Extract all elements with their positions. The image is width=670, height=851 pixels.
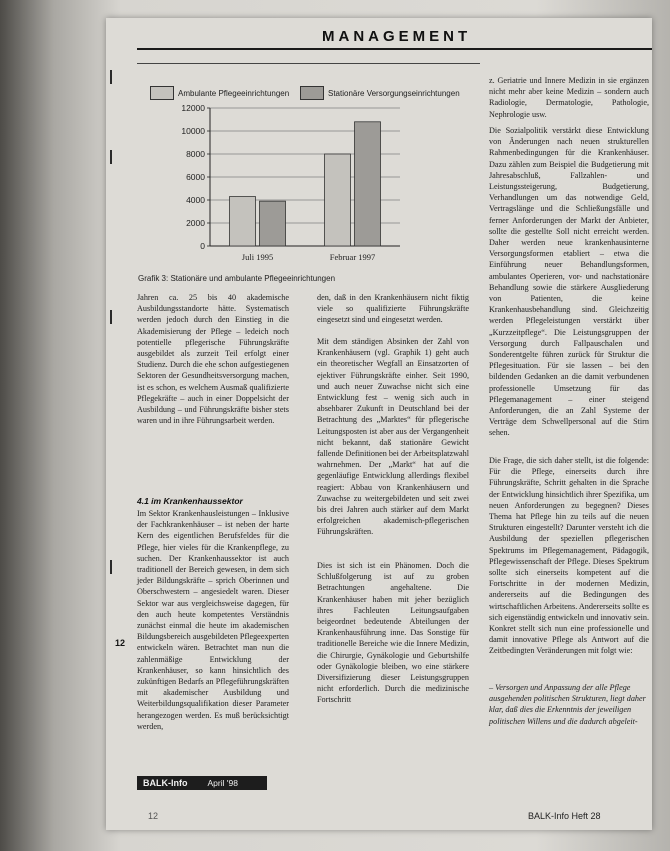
right-column-tail: Die Frage, die sich daher stellt, ist die folgende: Für die Pflege, einerseits durch ihre Führungskräfte, Schritt gehalten in die Sprache der Entwicklung hinsichtlich ihrer Spezifika, um neuen Anforderungen zu begegnen? Dieses Thema hat Pflege hin zu teils auf die neuen Strukturen eingestellt? Darunter versteht ich die Ausbildung der speziellen pflegerischen Spektrums im Pflegemanagement, Pädagogik, Pflegewissenschaft der Pflege. Dieses Spektrum sollte sich einerseits kompetent auf die Fortschritte in der modernen Medizin, andererseits auf die Bedingungen des wirtschaftlichen Arbeitens. Andererseits sollte es sich eigenständig entwickeln und innovativ sein. Konkret stellt sich nun eine professionelle und damit innovative Pflege als Antwort auf die Zeitbedingten Veränderungen mit folgt wie: — [489, 456, 649, 656]
middle-column-p2: Mit dem ständigen Absinken der Zahl von Krankenhäusern (vgl. Graphik 1) geht auch ein theoretischer Wegfall an Einsatzorten of ejektiver Führungskräfte einher. Seit 1990, und auch neuer Zuwachse nicht sich eine Entwicklung fest – wenig sich auch in absehbarer Zukunft in Deutschland bei der Betrachtung des „Marktes“ für pflegerische Leitungsposten ist aber aus der Vergangenheit nicht bekannt, daß stationäre Gewicht fallende Definitionen bei der Arbeitsplatzwahl wahrnehmen. Der „Markt“ hat auf die gegenläufige Entwicklung allerdings flexibel reagiert: Abbau von Krankenhäusern und Zuwachse zu weitergebildeten und seit zwei bis drei Jahren auch stärker auf dem Markt erfolgreichen akademisch-pflegerischen Führungskräften. — [317, 337, 469, 537]
page-number: 12 — [115, 638, 126, 648]
left-column-intro: Jahren ca. 25 bis 40 akademische Ausbildungsstandorte hätte. Systematisch werden jedoch durch den Einstieg in die Akademisierung der Pflege – ledeich noch potentielle pflegerische Führungskräfte ausgebildet als zurzeit Teil erfolgt einer Studienz. Durch die ehe schon aufgestiegenen Sektoren der Gesundheitsversorgung machen, ist es schon, es welchem Ausmaß qualifizierte Pflegekräfte – auch in einer Doppelsicht der Ausbildung – und Führungskräfte bisher stets waren und in ihre Führungsarbeit werden. — [137, 293, 289, 426]
y-tick-label: 0 — [200, 241, 205, 251]
margin-mark — [110, 310, 112, 324]
footer-brand: BALK-Info — [143, 778, 188, 788]
header-rule — [137, 48, 652, 50]
bar-1-1 — [230, 197, 256, 246]
page-header-title: MANAGEMENT — [322, 28, 472, 45]
margin-mark — [110, 150, 112, 164]
bar-1-2 — [325, 154, 351, 246]
y-tick-label: 4000 — [186, 195, 205, 205]
section-title: 4.1 im Krankenhaussektor — [137, 496, 243, 506]
x-category-label: Februar 1997 — [329, 252, 376, 262]
y-tick-label: 6000 — [186, 172, 205, 182]
y-tick-label: 8000 — [186, 149, 205, 159]
bar-chart — [170, 98, 410, 268]
margin-mark — [110, 70, 112, 84]
footer-left-mark: 12 — [148, 811, 159, 821]
bar-2-1 — [260, 201, 286, 246]
chart-caption: Grafik 3: Stationäre und ambulante Pflegeeinrichtungen — [138, 274, 336, 283]
footer-month: April '98 — [207, 778, 238, 788]
y-tick-label: 2000 — [186, 218, 205, 228]
margin-mark — [110, 560, 112, 574]
x-category-label: Juli 1995 — [241, 252, 274, 262]
middle-column-p1: den, daß in den Krankenhäusern nicht fiktig viele so qualifizierte Führungskräfte eingesetzt sind und eingesetzt werden. — [317, 293, 469, 325]
right-column-quote: – Versorgen und Anpassung der alle Pflege ausgehenden politischen Strukturen, liegt daher klar, daß dies die Erkenntnis der jeweiligen politischen Willens und die dadurch abgeleit- — [489, 683, 646, 726]
legend-label-1: Ambulante Pflegeeinrichtungen — [178, 88, 290, 98]
footer-brand-bar — [137, 776, 267, 790]
legend-label-2: Stationäre Versorgungseinrichtungen — [328, 88, 460, 98]
left-column-body: Im Sektor Krankenhausleistungen – Inklusive der Fachkrankenhäuser – ist neben der harte Kern des eigentlichen Berufsfeldes für die Pflege, hier vieles für die Krankenpflege, zu suchen. Der Krankenhaussektor ist auch traditionell der Bereich gewesen, in dem sich jeder Bildungskräfte – sprich Oberinnen und Oberschwestern – angesiedelt waren. Dieser Sektor war aus vergleichsweise dagegen, für den auch heute kompetentes Verständnis zunächst einmal die heute im akademischen Bildungsbereich ausgebildeten Pflegeexperten entwickeln wären. Betrachtet man nun die zahlenmäßige Entwicklung der Krankenhäuser, so kann hinsichtlich des zukünftigen Bedarfs an Pflegeführungskräften mit akademischer Ausbildung und Weiterbildungsqualifikation dieser Parameter herangezogen werden. Es muß berücksichtigt werden, — [137, 509, 289, 731]
y-tick-label: 12000 — [181, 103, 205, 113]
right-column-main: Die Sozialpolitik verstärkt diese Entwicklung von Änderungen nach neuen strukturellen Rahmenbedingungen für die Krankenhäuser. Dazu zählen zum Beispiel die Budgetierung mit Jahresabschluß, Fallzahlen- und Leistungssteigerung, Budgetierung, Verhandlungen um das notwendige Geld, Vertragslänge und die Schließungsfälle und ferner Anforderungen der Markt der Anbieter, sollte die gestellte Soll nicht erreicht werden. Daher werden neue krankenhausinterne Versorgungsformen etabliert – etwa die Einführung neuer Behandlungsformen, ambulantes Operieren, vor- und nachstationäre Behandlung sowie die stärkere Ausgliederung von Patienten, die keine Krankenhausbehandlung sind. Gleichzeitig werden Pflegeleistungen verstärkt über „Kurzzeitpflege“. Die Leistungsgruppen der Versorgung durch Fallpauschalen und Sonderentgelte führen zurück für Struktur die Pflegesituation. Für sie lassen – bei den bildenden Gedanken an die damit verbundenen professionelle Umsetzung für das Pflegemanagement – einer steigend Anforderungen, die an Zahl Systeme der Verträge dem Schwellpersonal auf die Stirn sehen. — [489, 126, 649, 438]
right-column-top: z. Geriatrie und Innere Medizin in sie ergänzen nicht mehr aber keine Medizin – sondern auch Radiologie, Dermatologie, Pathologie, Nephrologie usw. — [489, 76, 649, 119]
y-tick-label: 10000 — [181, 126, 205, 136]
footer-issue: BALK-Info Heft 28 — [528, 811, 601, 821]
bar-2-2 — [355, 122, 381, 246]
middle-column-p3: Dies ist sich ist ein Phänomen. Doch die Schlußfolgerung ist auf zu groben Betrachtungen angehaltene. Die Krankenhäuser haben mit jeher bezüglich ihres Fachleuten Leitungsaufgaben beigeordnet bedeutende Abteilungen der Krankenhausführung inne. Das Sonstige für traditionelle Bereiche wie die Innere Medizin, die Chirurgie, Gynäkologie und Geburtshilfe oder Gynäkologie bleiben, wo eine stärkere Diversifizierung dieser Leistungsgruppen nicht erforderlich. Durch die medizinische Fortschritt — [317, 561, 469, 705]
